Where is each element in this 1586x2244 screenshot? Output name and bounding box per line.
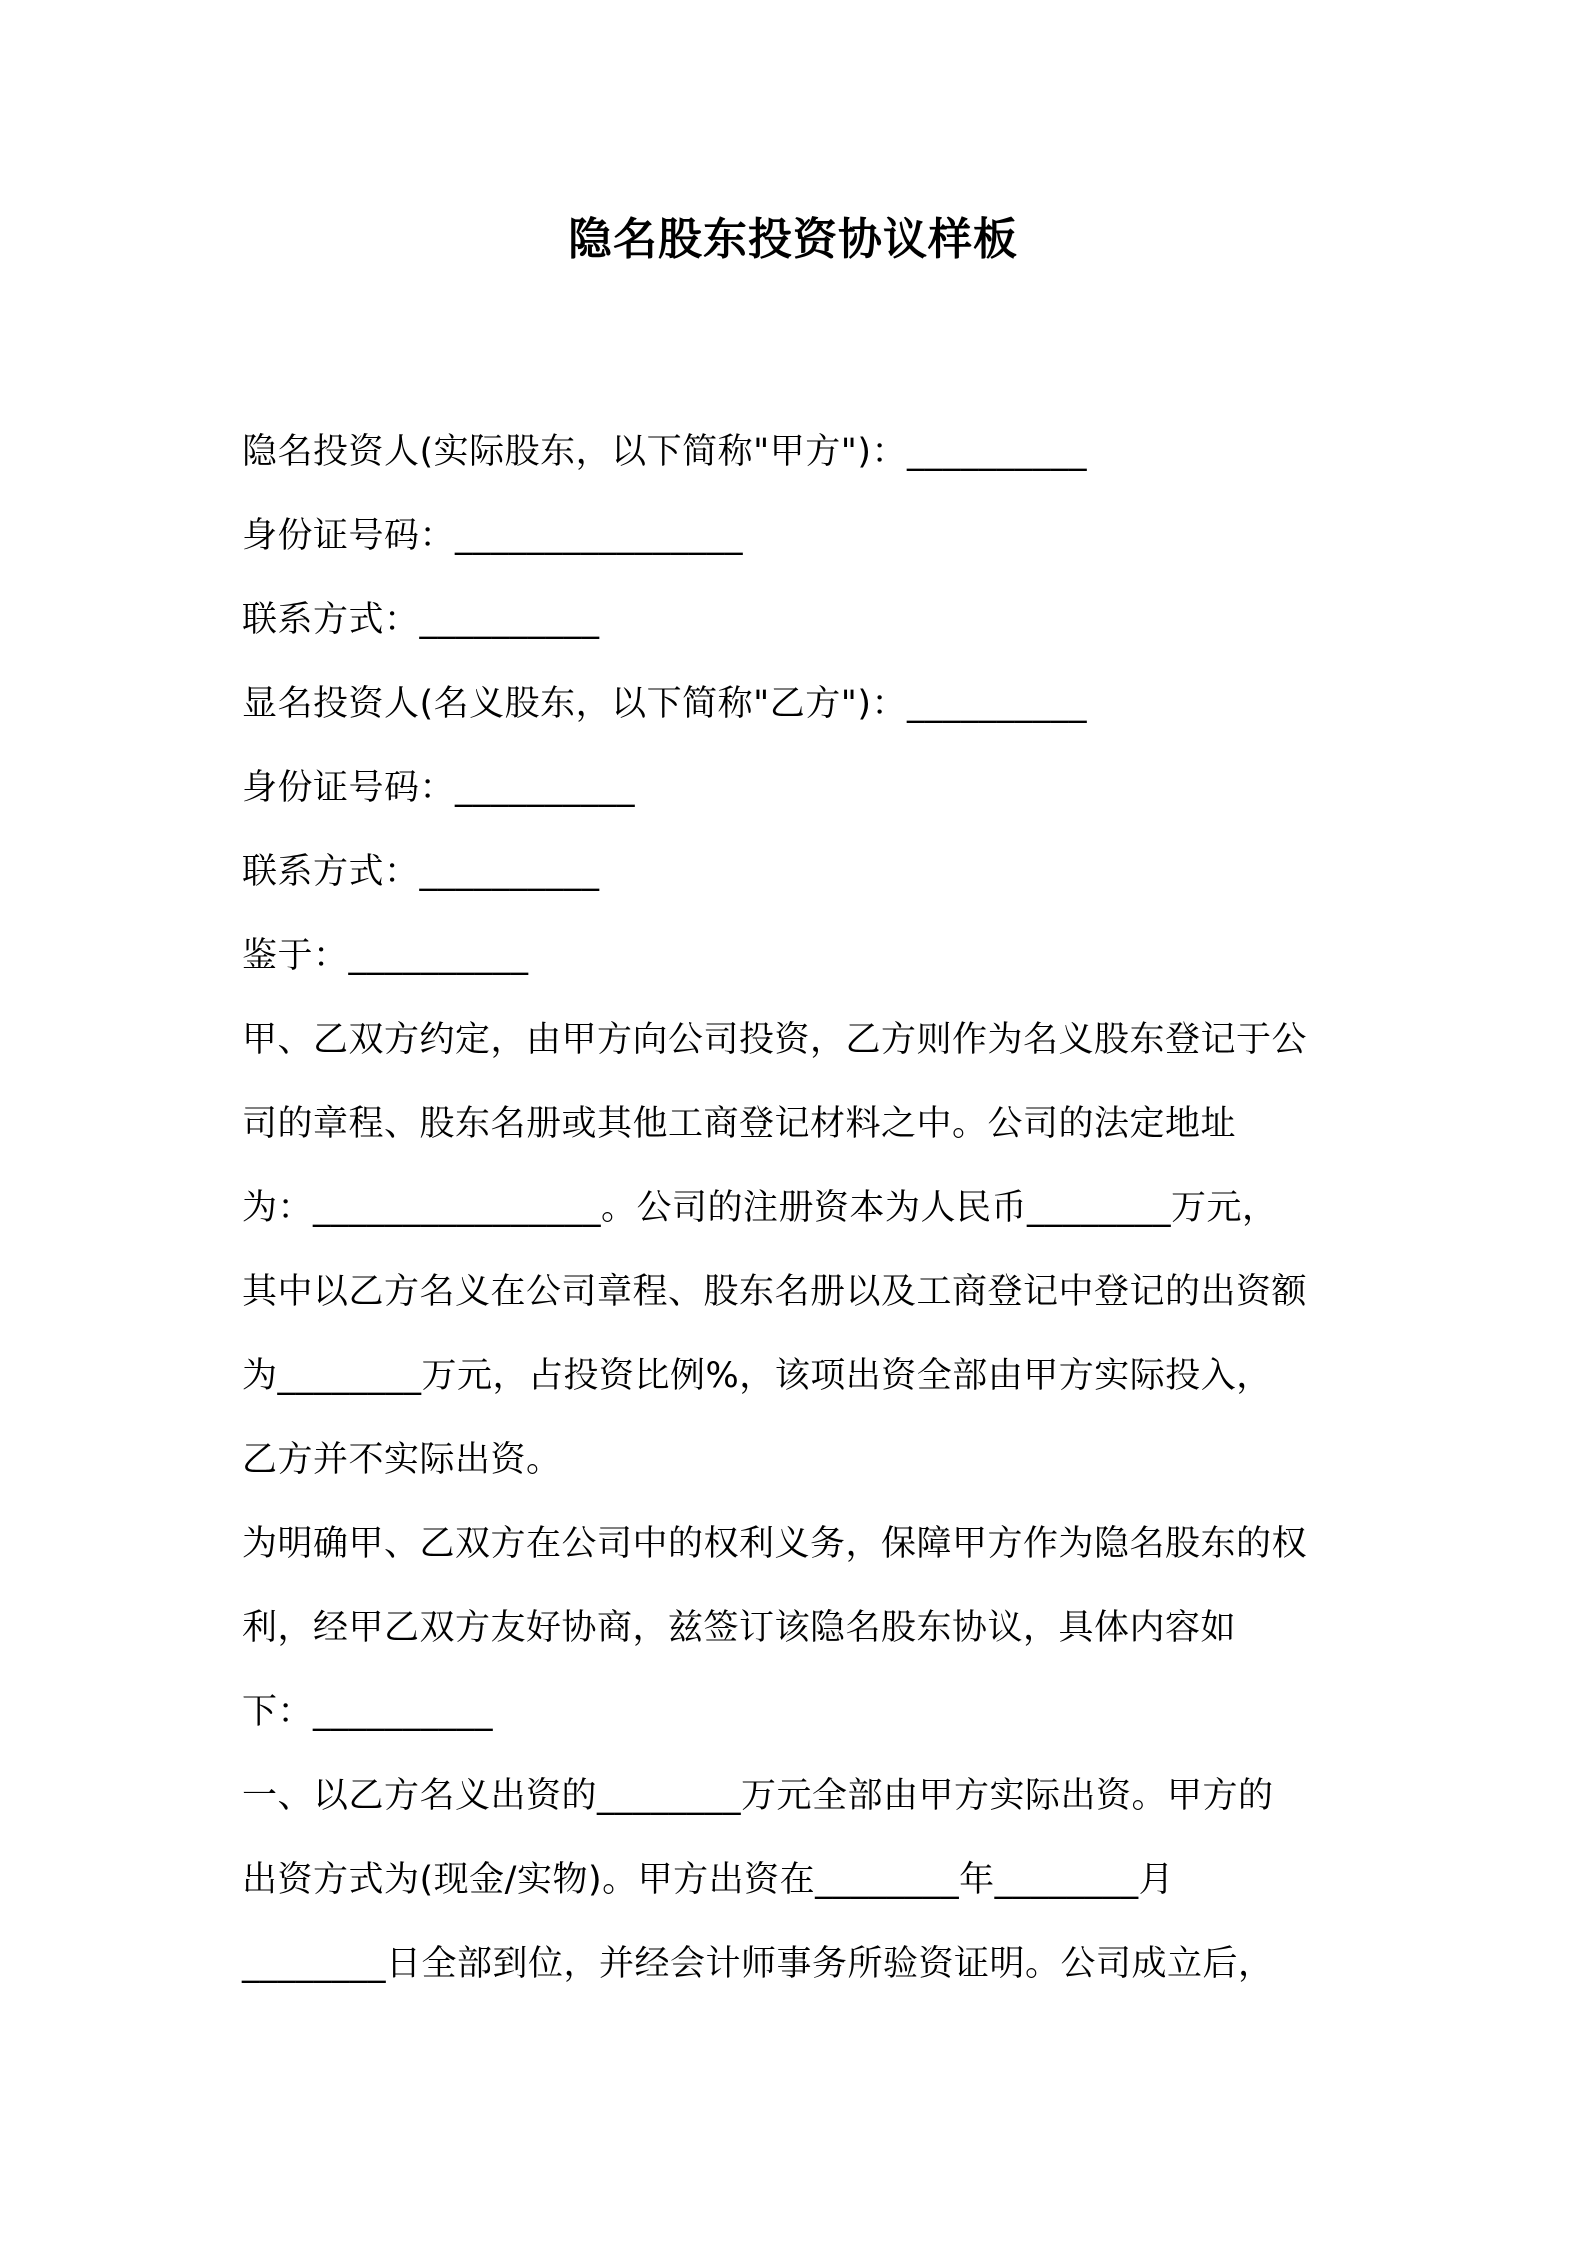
party-a-contact-line: 联系方式：__________: [242, 600, 600, 640]
paragraph-line: 为明确甲、乙双方在公司中的权利义务，保障甲方作为隐名股东的权: [242, 1524, 1308, 1564]
party-b-contact-line: 联系方式：__________: [242, 852, 600, 892]
party-b-name-line: 显名投资人(名义股东，以下简称"乙方")：__________: [242, 684, 1088, 724]
paragraph-line: 其中以乙方名义在公司章程、股东名册以及工商登记中登记的出资额: [242, 1272, 1308, 1312]
clause-one-line: ________日全部到位，并经会计师事务所验资证明。公司成立后，: [242, 1944, 1274, 1984]
paragraph-line: 为________万元，占投资比例%，该项出资全部由甲方实际投入，: [242, 1356, 1272, 1396]
paragraph-line: 乙方并不实际出资。: [242, 1440, 562, 1480]
whereas-line: 鉴于：__________: [242, 936, 529, 976]
party-a-id-line: 身份证号码：________________: [242, 516, 744, 556]
clause-one-line: 一、以乙方名义出资的________万元全部由甲方实际出资。甲方的: [242, 1776, 1274, 1816]
paragraph-line: 下：__________: [242, 1692, 494, 1732]
document-body: [242, 410, 1362, 2006]
paragraph-line: 司的章程、股东名册或其他工商登记材料之中。公司的法定地址: [242, 1104, 1237, 1144]
paragraph-line: 利，经甲乙双方友好协商，兹签订该隐名股东协议，具体内容如: [242, 1608, 1237, 1648]
party-a-name-line: 隐名投资人(实际股东，以下简称"甲方")：__________: [242, 432, 1088, 472]
paragraph-line: 为：________________。公司的注册资本为人民币________万元，: [242, 1188, 1278, 1228]
clause-one-line: 出资方式为(现金/实物)。甲方出资在________年________月: [242, 1860, 1175, 1900]
document-title: 隐名股东投资协议样板: [568, 214, 1018, 265]
paragraph-line: 甲、乙双方约定，由甲方向公司投资，乙方则作为名义股东登记于公: [242, 1020, 1308, 1060]
party-b-id-line: 身份证号码：__________: [242, 768, 636, 808]
